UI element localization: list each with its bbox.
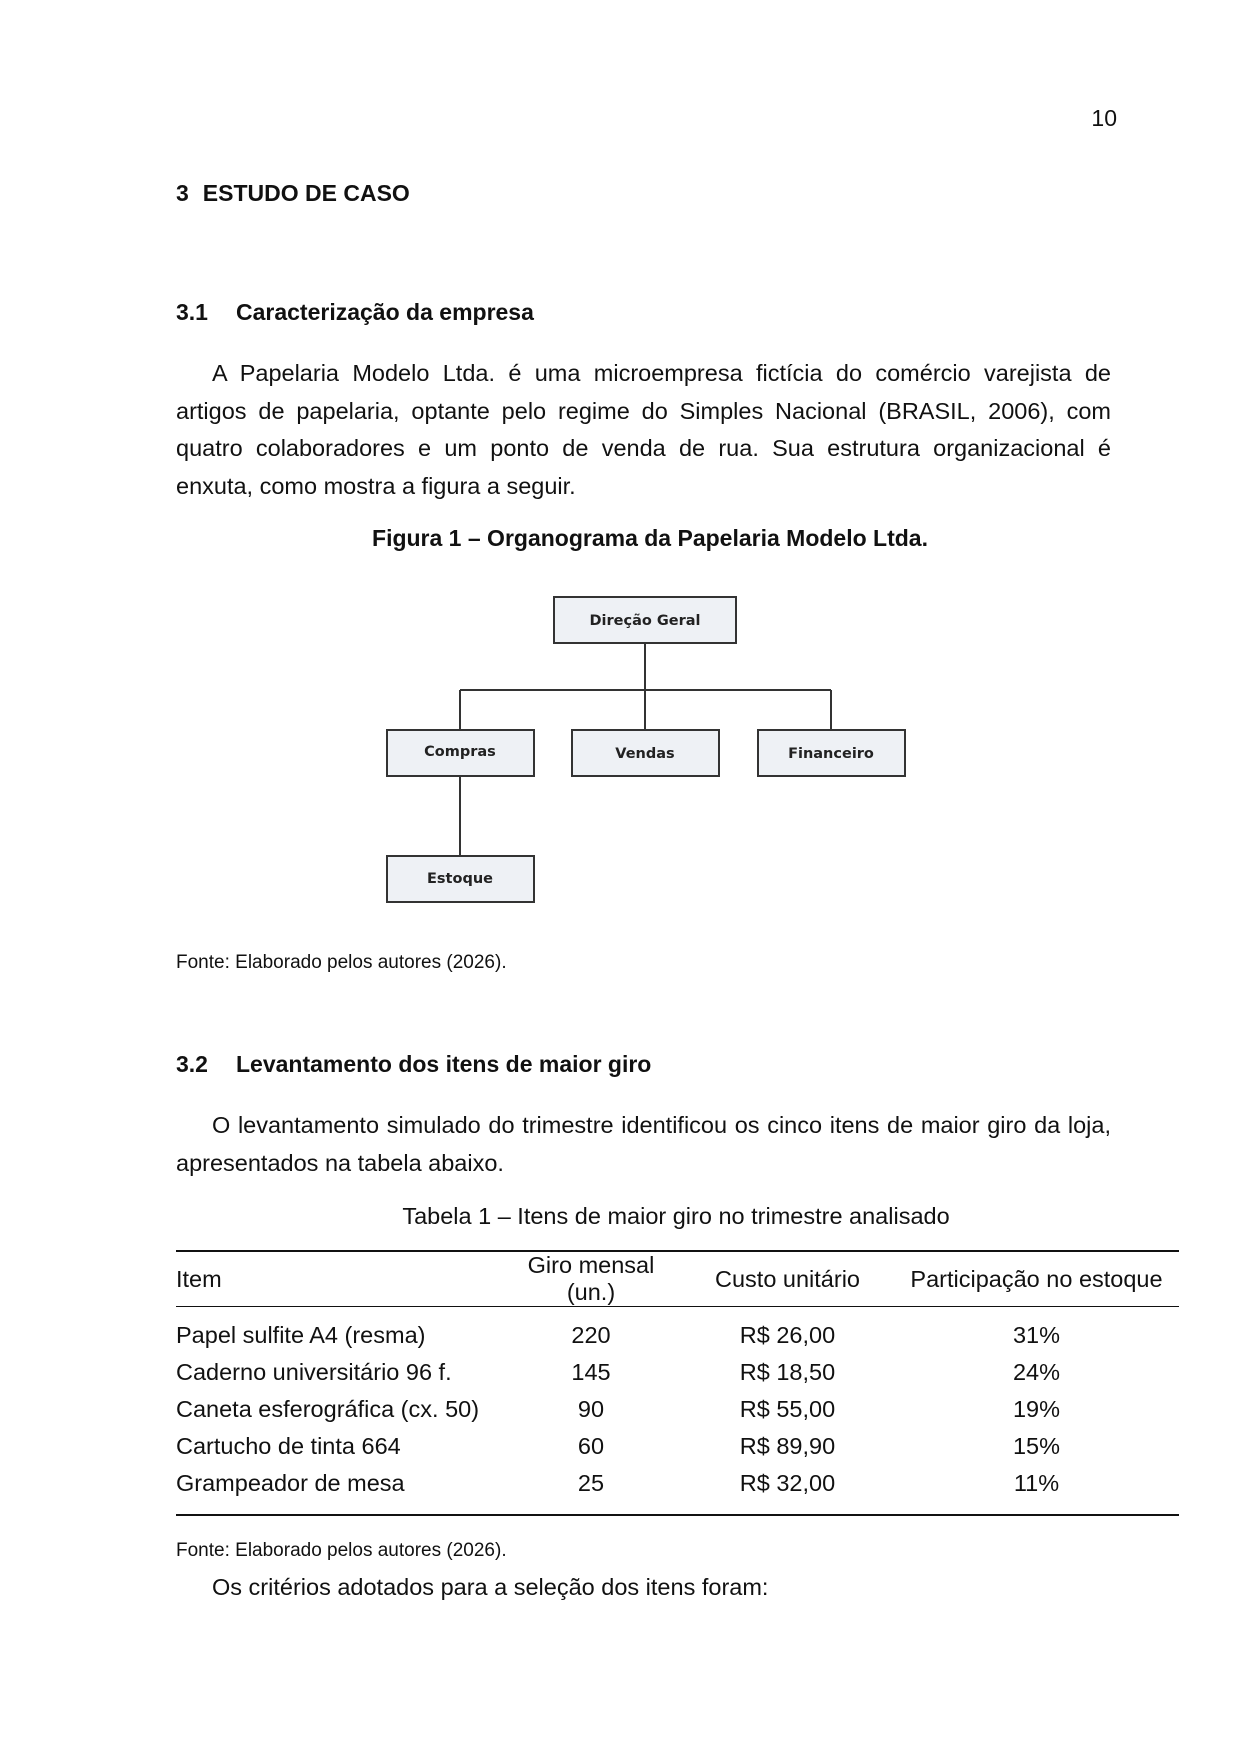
org-chart bbox=[370, 590, 930, 920]
chapter-title-text: ESTUDO DE CASO bbox=[202, 180, 410, 206]
table-cell: 15% bbox=[1012, 1433, 1061, 1459]
table-cell: 19% bbox=[1012, 1396, 1061, 1422]
org-node-label: Estoque bbox=[427, 871, 493, 887]
org-node-financeiro bbox=[758, 730, 905, 776]
table-row bbox=[176, 1307, 1179, 1355]
section-title-text: Levantamento dos itens de maior giro bbox=[236, 1051, 652, 1077]
org-node-direcao-geral bbox=[554, 597, 736, 643]
org-node-label: Compras bbox=[424, 744, 496, 760]
table-cell: 145 bbox=[571, 1359, 611, 1385]
org-node-label: Vendas bbox=[615, 746, 675, 762]
section-number: 3.2 bbox=[176, 1051, 208, 1077]
table-header-row bbox=[176, 1251, 1179, 1307]
section-title-text: Caracterização da empresa bbox=[236, 299, 534, 325]
table-header-cell: Item bbox=[176, 1251, 501, 1307]
org-node-vendas bbox=[572, 730, 719, 776]
table-cell: R$ 18,50 bbox=[739, 1359, 836, 1385]
table-cell: 220 bbox=[571, 1322, 611, 1348]
org-node-label: Financeiro bbox=[788, 746, 874, 762]
table-cell: 31% bbox=[1012, 1322, 1061, 1348]
figure-caption: Figura 1 – Organograma da Papelaria Modelo Ltda. bbox=[372, 525, 928, 551]
table-cell: R$ 55,00 bbox=[739, 1396, 836, 1422]
section-title-3-1 bbox=[176, 299, 534, 326]
table-header-cell: Custo unitário bbox=[681, 1251, 894, 1307]
table-row bbox=[176, 1428, 1179, 1465]
table-header-cell: Giro mensal (un.) bbox=[501, 1251, 681, 1307]
page-number: 10 bbox=[1091, 105, 1117, 131]
paragraph-company: A Papelaria Modelo Ltda. é uma microempresa fictícia do comércio varejista de artigos de papelaria, optante pelo regime do Simples Nacional (BRASIL, 2006), com quatro colaboradores e um ponto de venda de rua. Sua estrutura organizacional é enxuta, como mostra a figura a seguir. bbox=[176, 360, 1111, 499]
figure-source: Fonte: Elaborado pelos autores (2026). bbox=[176, 952, 507, 973]
chapter-title bbox=[176, 180, 410, 207]
table-cell: R$ 26,00 bbox=[739, 1322, 836, 1348]
table-cell: Caderno universitário 96 f. bbox=[176, 1359, 452, 1385]
org-node-compras bbox=[387, 730, 534, 776]
table-cell: Grampeador de mesa bbox=[176, 1470, 405, 1496]
table-cell: Papel sulfite A4 (resma) bbox=[176, 1322, 426, 1348]
table-cell: R$ 89,90 bbox=[739, 1433, 836, 1459]
table-cell: 11% bbox=[1013, 1470, 1060, 1496]
table-row bbox=[176, 1354, 1179, 1391]
table-cell: 90 bbox=[577, 1396, 605, 1422]
org-node-label: Direção Geral bbox=[589, 613, 701, 629]
table-caption: Tabela 1 – Itens de maior giro no trimestre analisado bbox=[402, 1203, 950, 1229]
chapter-number: 3 bbox=[176, 180, 189, 206]
table-cell: R$ 32,00 bbox=[739, 1470, 836, 1496]
table-source: Fonte: Elaborado pelos autores (2026). bbox=[176, 1540, 507, 1561]
table-row bbox=[176, 1465, 1179, 1515]
table-cell: Caneta esferográfica (cx. 50) bbox=[176, 1396, 480, 1422]
section-title-3-2 bbox=[176, 1051, 651, 1078]
paragraph-criteria-intro: Os critérios adotados para a seleção dos itens foram: bbox=[212, 1574, 769, 1600]
paragraph-survey: O levantamento simulado do trimestre identificou os cinco itens de maior giro da loja, apresentados na tabela abaixo. bbox=[176, 1112, 1111, 1176]
items-table bbox=[176, 1250, 1179, 1516]
table-cell: Cartucho de tinta 664 bbox=[176, 1433, 401, 1459]
org-node-estoque bbox=[387, 856, 534, 902]
table-header-cell: Participação no estoque bbox=[894, 1251, 1179, 1307]
table-cell: 24% bbox=[1012, 1359, 1061, 1385]
table-cell: 25 bbox=[577, 1470, 605, 1496]
table-row bbox=[176, 1391, 1179, 1428]
section-number: 3.1 bbox=[176, 299, 208, 325]
table-cell: 60 bbox=[577, 1433, 605, 1459]
